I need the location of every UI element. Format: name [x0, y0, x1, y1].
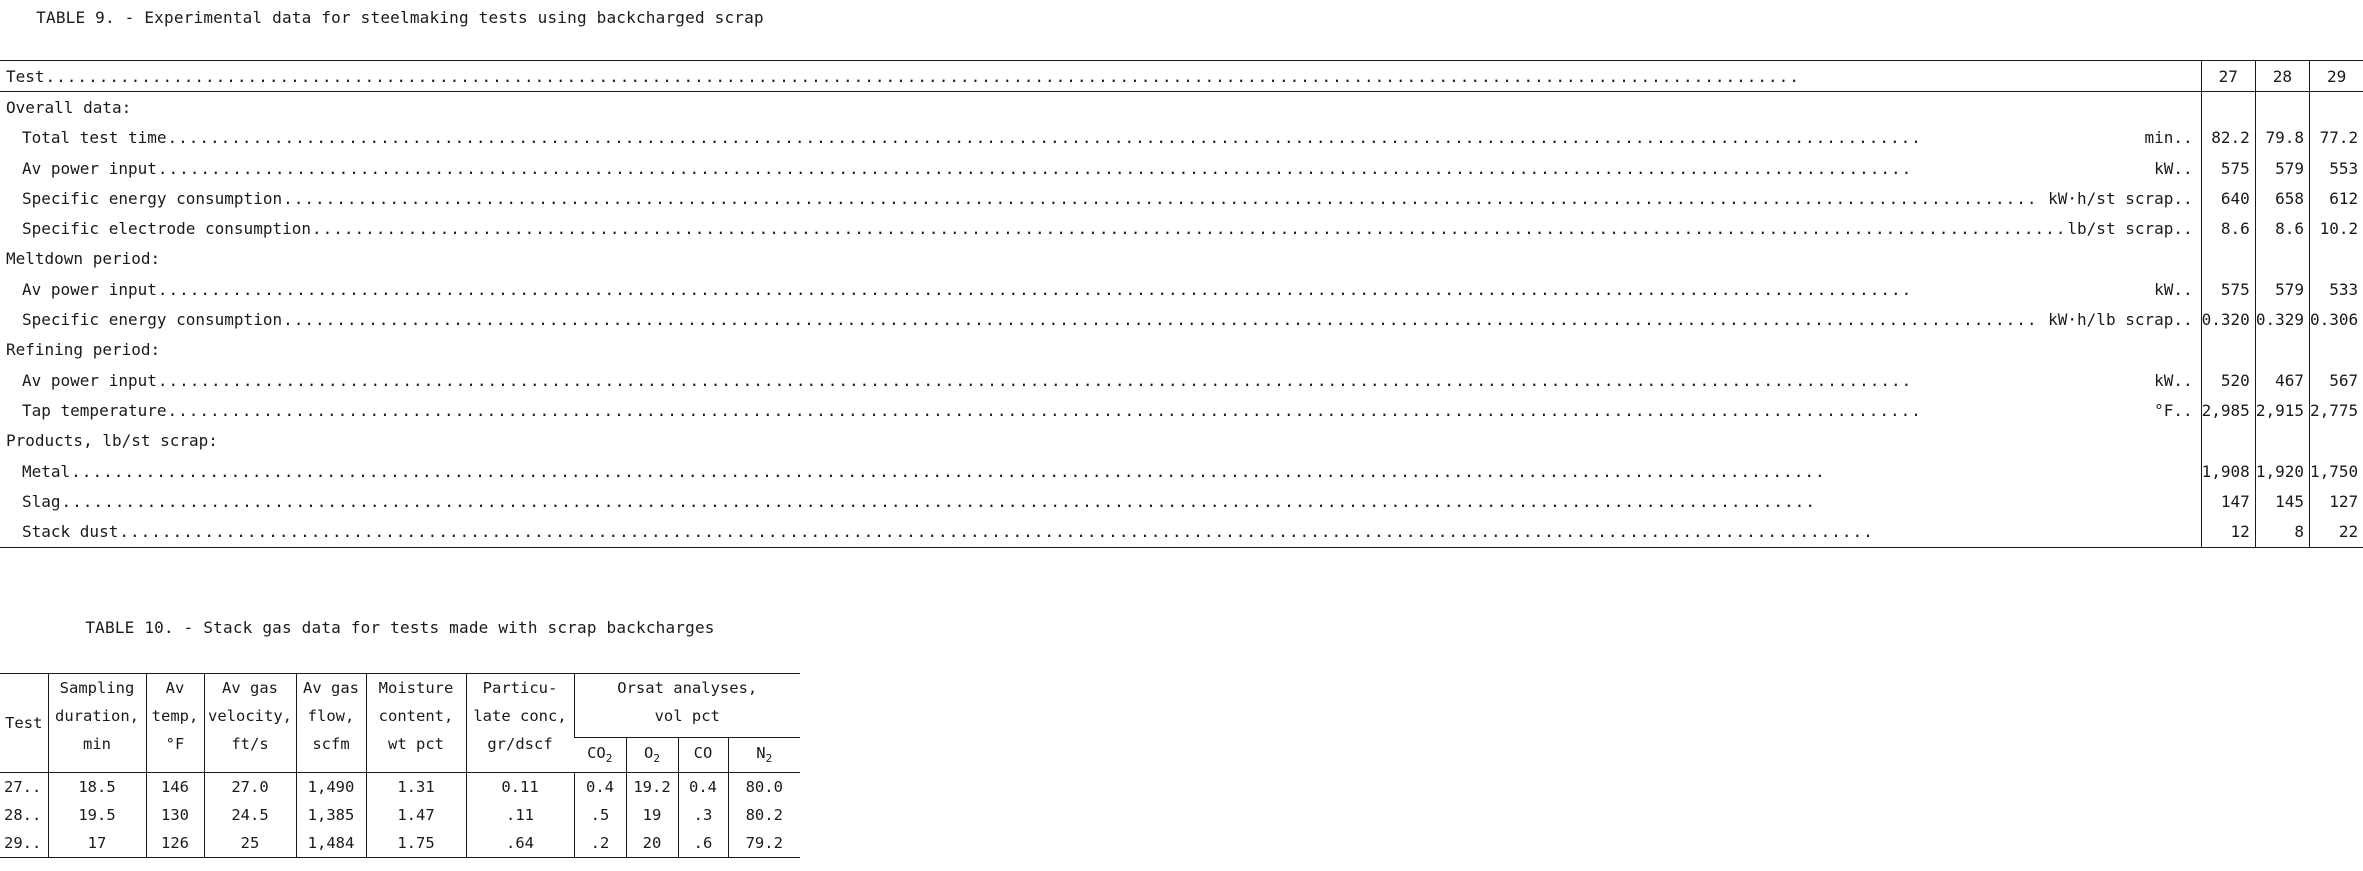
- table9-cell: 612: [2309, 183, 2363, 213]
- table9-cell: 640: [2201, 183, 2255, 213]
- section-label: Meltdown period:: [6, 249, 161, 269]
- header-particulate: Particu- late conc, gr/dscf: [466, 674, 574, 773]
- table9-cell: 8.6: [2255, 213, 2309, 243]
- table10-cell: 0.4: [574, 773, 626, 802]
- table9-cell: 127: [2309, 486, 2363, 516]
- row-unit: °F..: [2154, 400, 2193, 420]
- table9-cell: 0.306: [2309, 304, 2363, 334]
- header-gas-0: $CO_2$: [574, 737, 626, 772]
- table10-cell: .6: [678, 829, 728, 858]
- table9-cell: 658: [2255, 183, 2309, 213]
- table9-cell: 1,908: [2201, 456, 2255, 486]
- table10-cell: 18.5: [48, 773, 146, 802]
- row-label: Specific energy consumption ..... kW·h/st scrap..: [0, 183, 2201, 213]
- table9-row: [0, 304, 2363, 334]
- table9-section-row: [0, 92, 2363, 123]
- table9-cell: 0.320: [2201, 304, 2255, 334]
- table9-cell: 1,750: [2309, 456, 2363, 486]
- row-label: Av power input ..... kW..: [0, 274, 2201, 304]
- row-label: Total test time ..... min..: [0, 123, 2201, 153]
- table9-col-header: 27: [2201, 61, 2255, 92]
- table10-cell: 126: [146, 829, 204, 858]
- table10-cell: 130: [146, 801, 204, 829]
- row-label: Metal .....: [0, 456, 2201, 486]
- table9-cell: 467: [2255, 365, 2309, 395]
- row-label: Av power input ..... kW..: [0, 153, 2201, 183]
- table9-col-header: 28: [2255, 61, 2309, 92]
- section-label: Overall data:: [6, 97, 132, 117]
- table9-cell: 567: [2309, 365, 2363, 395]
- table10-cell: 24.5: [204, 801, 296, 829]
- table10-cell: 80.0: [728, 773, 800, 802]
- table10-cell: .11: [466, 801, 574, 829]
- table10-cell: 17: [48, 829, 146, 858]
- table9-row: [0, 365, 2363, 395]
- table9-row: [0, 486, 2363, 516]
- header-sampling: Sampling duration, min: [48, 674, 146, 773]
- table10-cell: 80.2: [728, 801, 800, 829]
- table10-cell: .5: [574, 801, 626, 829]
- table10-row: [0, 829, 800, 858]
- table10-test-id: 27..: [0, 773, 48, 802]
- table10-cell: 1.31: [366, 773, 466, 802]
- table9-cell: 10.2: [2309, 213, 2363, 243]
- table10-cell: 19.5: [48, 801, 146, 829]
- table9-cell: 2,775: [2309, 395, 2363, 425]
- table10-test-id: 28..: [4, 806, 42, 824]
- table10-cell: 1,484: [296, 829, 366, 858]
- row-label: Stack dust .....: [0, 516, 2201, 547]
- table9-caption: TABLE 9. - Experimental data for steelmaking tests using backcharged scrap: [36, 8, 764, 27]
- table10-row: [0, 801, 800, 829]
- table10: [0, 673, 800, 858]
- header-test: Test: [0, 674, 48, 773]
- table9-cell: 147: [2201, 486, 2255, 516]
- row-unit: min..: [2144, 128, 2193, 148]
- table10-cell: 79.2: [728, 829, 800, 858]
- table9-cell: 579: [2255, 153, 2309, 183]
- table9: [0, 60, 2363, 548]
- header-temp: Av temp, °F: [146, 674, 204, 773]
- table9-section-row: [0, 244, 2363, 274]
- table9-cell: 8: [2255, 516, 2309, 547]
- table9-cell: 579: [2255, 274, 2309, 304]
- table10-caption: TABLE 10. - Stack gas data for tests made with scrap backcharges: [85, 618, 715, 637]
- table9-row: [0, 183, 2363, 213]
- table10-cell: 20: [626, 829, 678, 858]
- table10-cell: 19: [626, 801, 678, 829]
- row-label: Tap temperature ..... °F..: [0, 395, 2201, 425]
- header-gas-2: CO: [678, 737, 728, 772]
- table9-row: [0, 456, 2363, 486]
- header-velocity: Av gas velocity, ft/s: [204, 674, 296, 773]
- row-unit: kW..: [2154, 158, 2193, 178]
- table9-cell: 145: [2255, 486, 2309, 516]
- table10-cell: 1.47: [366, 801, 466, 829]
- table10-cell: .64: [466, 829, 574, 858]
- header-gas-3: $N_2$: [728, 737, 800, 772]
- table10-test-id: 29..: [0, 829, 48, 858]
- row-unit: kW·h/st scrap..: [2048, 188, 2193, 208]
- row-label: Specific electrode consumption ..... lb/st scrap..: [0, 213, 2201, 243]
- table9-section-row: [0, 335, 2363, 365]
- table10-cell: 1,490: [296, 773, 366, 802]
- table9-section-row: [0, 426, 2363, 456]
- header-orsat: Orsat analyses, vol pct: [574, 674, 800, 738]
- table9-cell: 520: [2201, 365, 2255, 395]
- row-label: Specific energy consumption ..... kW·h/lb scrap..: [0, 304, 2201, 334]
- table9-cell: 0.329: [2255, 304, 2309, 334]
- row-label: Av power input ..... kW..: [0, 365, 2201, 395]
- header-moisture: Moisture content, wt pct: [366, 674, 466, 773]
- table9-cell: 12: [2201, 516, 2255, 547]
- table10-cell: 25: [204, 829, 296, 858]
- table9-header-row: [0, 61, 2363, 92]
- table9-header-label: Test .....: [0, 61, 2201, 92]
- table10-cell: .2: [574, 829, 626, 858]
- row-unit: kW..: [2154, 279, 2193, 299]
- section-label: Products, lb/st scrap:: [6, 431, 218, 451]
- table9-cell: 2,985: [2201, 395, 2255, 425]
- table9-cell: 22: [2309, 516, 2363, 547]
- table9-cell: 8.6: [2201, 213, 2255, 243]
- table9-cell: 2,915: [2255, 395, 2309, 425]
- table9-row: [0, 153, 2363, 183]
- table10-cell: 27.0: [204, 773, 296, 802]
- row-label: Slag .....: [0, 486, 2201, 516]
- table10-row: [0, 773, 800, 802]
- table9-cell: 533: [2309, 274, 2363, 304]
- header-gas-1: $O_2$: [626, 737, 678, 772]
- table9-cell: 575: [2201, 274, 2255, 304]
- row-unit: kW·h/lb scrap..: [2048, 310, 2193, 330]
- table9-cell: 1,920: [2255, 456, 2309, 486]
- table9-col-header: 29: [2309, 61, 2363, 92]
- table9-cell: 79.8: [2255, 123, 2309, 153]
- table10-cell: .3: [678, 801, 728, 829]
- table9-row: [0, 516, 2363, 547]
- table9-cell: 77.2: [2309, 123, 2363, 153]
- table9-row: [0, 123, 2363, 153]
- table9-row: [0, 213, 2363, 243]
- table10-cell: 0.4: [678, 773, 728, 802]
- table10-cell: 146: [146, 773, 204, 802]
- table9-cell: 82.2: [2201, 123, 2255, 153]
- table9-cell: 553: [2309, 153, 2363, 183]
- table10-cell: 1,385: [296, 801, 366, 829]
- table9-row: [0, 274, 2363, 304]
- table10-cell: 19.2: [626, 773, 678, 802]
- row-unit: lb/st scrap..: [2067, 219, 2193, 239]
- section-label: Refining period:: [6, 340, 161, 360]
- table9-cell: 575: [2201, 153, 2255, 183]
- header-flow: Av gas flow, scfm: [296, 674, 366, 773]
- row-unit: kW..: [2154, 370, 2193, 390]
- table9-row: [0, 395, 2363, 425]
- table10-cell: 1.75: [366, 829, 466, 858]
- table10-cell: 0.11: [466, 773, 574, 802]
